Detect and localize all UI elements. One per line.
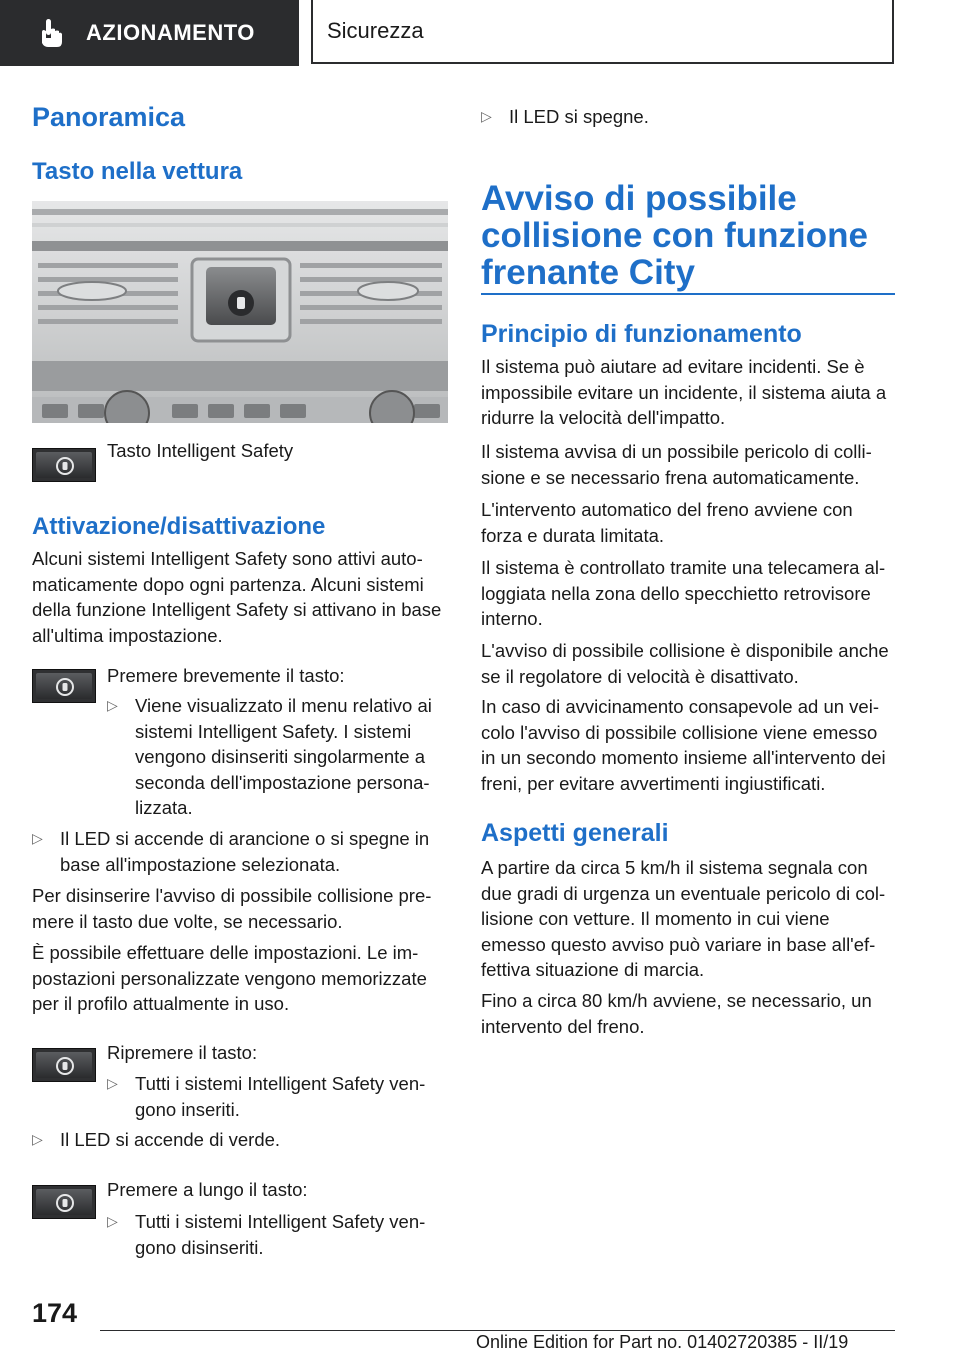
button-location-heading: Tasto nella vettura [32, 158, 243, 185]
button-caption: Tasto Intelligent Safety [107, 440, 294, 461]
list-item [107, 1209, 448, 1260]
triangle-bullet-icon: ▷ [107, 1075, 118, 1091]
hand-touch-icon [38, 18, 64, 48]
led-off-text: Il LED si spegne. [509, 106, 649, 127]
activation-paragraph: Alcuni sistemi Intelligent Safety sono attivi automaticamente dopo ogni partenza. Alcuni sistemi della funzione Intelligent Safety si attivano in base all'ultima impostazione. [32, 548, 442, 646]
triangle-bullet-icon: ▷ [107, 697, 118, 713]
intelligent-safety-button-icon [32, 669, 96, 703]
dashboard-button-illustration [32, 201, 448, 423]
principle-paragraph-3: L'intervento automatico del freno avviene con forza e durata limitata. [481, 499, 853, 546]
principle-heading: Principio di funzionamento [481, 320, 802, 348]
heading-rule [481, 293, 895, 295]
collision-warning-heading: Avviso di possibile collisione con funzione frenante City [481, 179, 868, 292]
footer-rule [100, 1330, 895, 1331]
repress-result: Tutti i sistemi Intelligent Safety vengono inseriti. [135, 1073, 426, 1120]
disable-warning-paragraph: Per disinserire l'avviso di possibile collisione premere il tasto due volte, se necessario. [32, 885, 432, 932]
general-paragraph-2: Fino a circa 80 km/h avviene, se necessario, un intervento del freno. [481, 990, 872, 1037]
page-header [0, 0, 960, 66]
triangle-bullet-icon: ▷ [32, 1131, 43, 1147]
principle-paragraph-5: L'avviso di possibile collisione è disponibile anche se il regolatore di velocità è disattivato. [481, 640, 889, 687]
list-item [481, 104, 895, 130]
section-tab [311, 0, 894, 64]
intelligent-safety-button-icon [32, 1185, 96, 1219]
led-green-text: Il LED si accende di verde. [60, 1129, 281, 1150]
led-orange-text: Il LED si accende di arancione o si spegne in base all'impostazione selezionata. [60, 828, 430, 875]
edition-text: Online Edition for Part no. 01402720385 - II/19 [476, 1332, 849, 1352]
section-title: Sicurezza [327, 18, 424, 43]
triangle-bullet-icon: ▷ [32, 830, 43, 846]
page-number: 174 [32, 1298, 78, 1328]
settings-paragraph: È possibile effettuare delle impostazioni. Le impostazioni personalizzate vengono memorizzate per il profilo attualmente in uso. [32, 942, 427, 1014]
repress-label: Ripremere il tasto: [107, 1042, 258, 1063]
overview-heading: Panoramica [32, 102, 186, 132]
list-item [32, 1127, 448, 1153]
principle-paragraph-6: In caso di avvicinamento consapevole ad un veicolo l'avviso di possibile collisione viene emesso in un secondo momento insieme all'intervento dei freni, per evitare avvertimenti ingiustificati. [481, 696, 886, 794]
general-paragraph-1: A partire da circa 5 km/h il sistema segnala con due gradi di urgenza un eventuale pericolo di collisione con vetture. Il momento in cui viene emesso questo avviso può variare in base all'effettiva situazione di marcia. [481, 857, 886, 980]
activation-heading: Attivazione/disattivazione [32, 513, 326, 540]
intelligent-safety-button-icon [32, 1048, 96, 1082]
principle-paragraph-1: Il sistema può aiutare ad evitare incidenti. Se è impossibile evitare un incidente, il sistema aiuta a ridurre la velocità dell'impatto. [481, 356, 887, 428]
principle-paragraph-2: Il sistema avvisa di un possibile pericolo di collisione e se necessario frena automaticamente. [481, 441, 872, 488]
list-item [107, 1071, 448, 1122]
list-item [32, 826, 448, 877]
intelligent-safety-button-icon [32, 448, 96, 482]
long-press-result: Tutti i sistemi Intelligent Safety vengono disinseriti. [135, 1211, 426, 1258]
list-item [107, 693, 448, 821]
principle-paragraph-4: Il sistema è controllato tramite una telecamera alloggiata nella zona dello specchietto retrovisore interno. [481, 557, 886, 629]
long-press-label: Premere a lungo il tasto: [107, 1179, 308, 1200]
dashboard-photo [32, 201, 448, 423]
short-press-label: Premere brevemente il tasto: [107, 665, 345, 686]
triangle-bullet-icon: ▷ [481, 108, 492, 124]
chapter-title: AZIONAMENTO [86, 20, 255, 45]
general-heading: Aspetti generali [481, 819, 669, 847]
triangle-bullet-icon: ▷ [107, 1213, 118, 1229]
short-press-result: Viene visualizzato il menu relativo ai sistemi Intelligent Safety. I sistemi vengono disinseriti singolarmente a seconda dell'impostazione personalizzata. [135, 695, 432, 818]
chapter-tab [0, 0, 299, 66]
